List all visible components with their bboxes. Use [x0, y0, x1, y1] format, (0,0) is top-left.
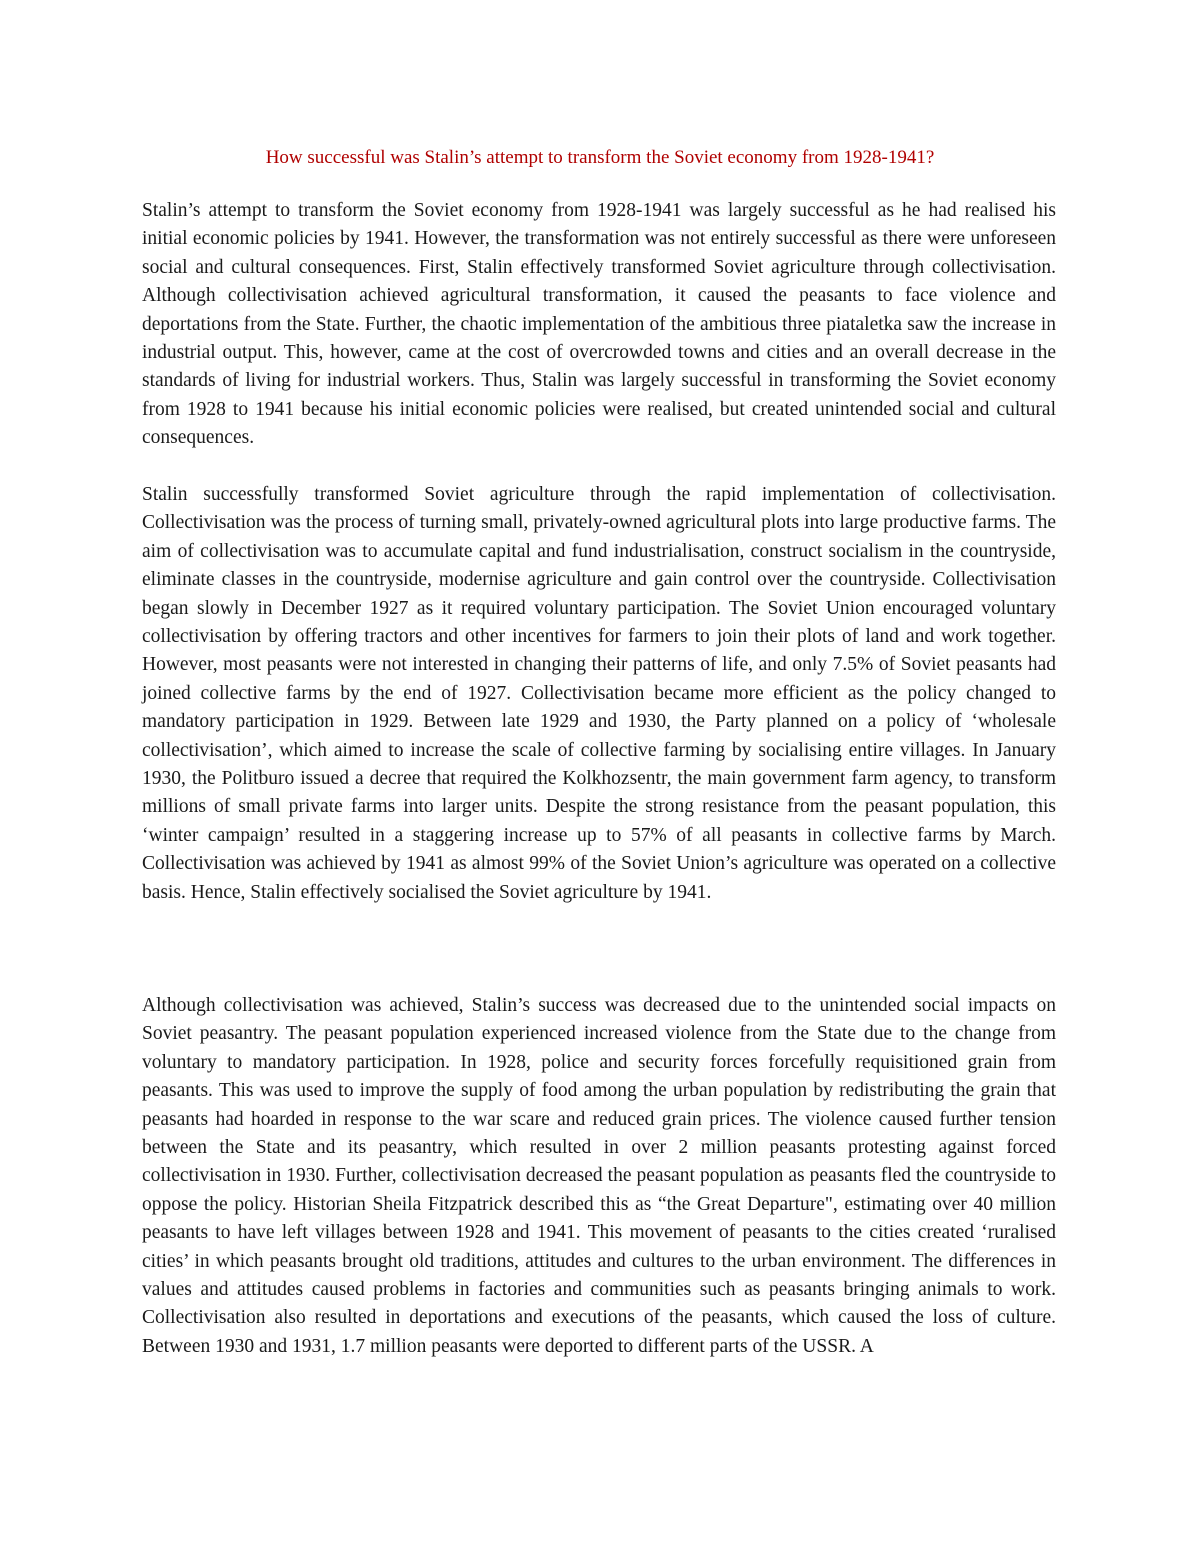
paragraph-collectivisation: Stalin successfully transformed Soviet agriculture through the rapid implementation of collectivisation. Collectivisation was the process of turning small, privately-owned agricultural plots into large productive farms. The aim of collectivisation was to accumulate capital and fund industrialisation, construct socialism in the countryside, eliminate classes in the countryside, modernise agriculture and gain control over the countryside. Collectivisation began slowly in December 1927 as it required voluntary participation. The Soviet Union encouraged voluntary collectivisation by offering tractors and other incentives for farmers to join their plots of land and work together. However, most peasants were not interested in changing their patterns of life, and only 7.5% of Soviet peasants had joined collective farms by the end of 1927. Collectivisation became more efficient as the policy changed to mandatory participation in 1929. Between late 1929 and 1930, the Party planned on a policy of ‘wholesale collectivisation’, which aimed to increase the scale of collective farming by socialising entire villages. In January 1930, the Politburo issued a decree that required the Kolkhozsentr, the main government farm agency, to transform millions of small private farms into larger units. Despite the strong resistance from the peasant population, this ‘winter campaign’ resulted in a staggering increase up to 57% of all peasants in collective farms by March. Collectivisation was achieved by 1941 as almost 99% of the Soviet Union’s agriculture was operated on a collective basis. Hence, Stalin effectively socialised the Soviet agriculture by 1941. — [142, 484, 1056, 903]
paragraph-introduction: Stalin’s attempt to transform the Soviet economy from 1928-1941 was largely successful as he had realised his initial economic policies by 1941. However, the transformation was not entirely successful as there were unforeseen social and cultural consequences. First, Stalin effectively transformed Soviet agriculture through collectivisation. Although collectivisation achieved agricultural transformation, it caused the peasants to face violence and deportations from the State. Further, the chaotic implementation of the ambitious three piataletka saw the increase in industrial output. This, however, came at the cost of overcrowded towns and cities and an overall decrease in the standards of living for industrial workers. Thus, Stalin was largely successful in transforming the Soviet economy from 1928 to 1941 because his initial economic policies were realised, but created unintended social and cultural consequences. — [142, 200, 1056, 449]
paragraph-social-impacts: Although collectivisation was achieved, Stalin’s success was decreased due to the unintended social impacts on Soviet peasantry. The peasant population experienced increased violence from the State due to the change from voluntary to mandatory participation. In 1928, police and security forces forcefully requisitioned grain from peasants. This was used to improve the supply of food among the urban population by redistributing the grain that peasants had hoarded in response to the war scare and reduced grain prices. The violence caused further tension between the State and its peasantry, which resulted in over 2 million peasants protesting against forced collectivisation in 1930. Further, collectivisation decreased the peasant population as peasants fled the countryside to oppose the policy. Historian Sheila Fitzpatrick described this as “the Great Departure", estimating over 40 million peasants to have left villages between 1928 and 1941. This movement of peasants to the cities created ‘ruralised cities’ in which peasants brought old traditions, attitudes and cultures to the urban environment. The differences in values and attitudes caused problems in factories and communities such as peasants bringing animals to work. Collectivisation also resulted in deportations and executions of the peasants, which caused the loss of culture. Between 1930 and 1931, 1.7 million peasants were deported to different parts of the USSR. A — [142, 995, 1056, 1357]
essay-title: How successful was Stalin’s attempt to transform the Soviet economy from 1928-1941? — [265, 147, 935, 168]
